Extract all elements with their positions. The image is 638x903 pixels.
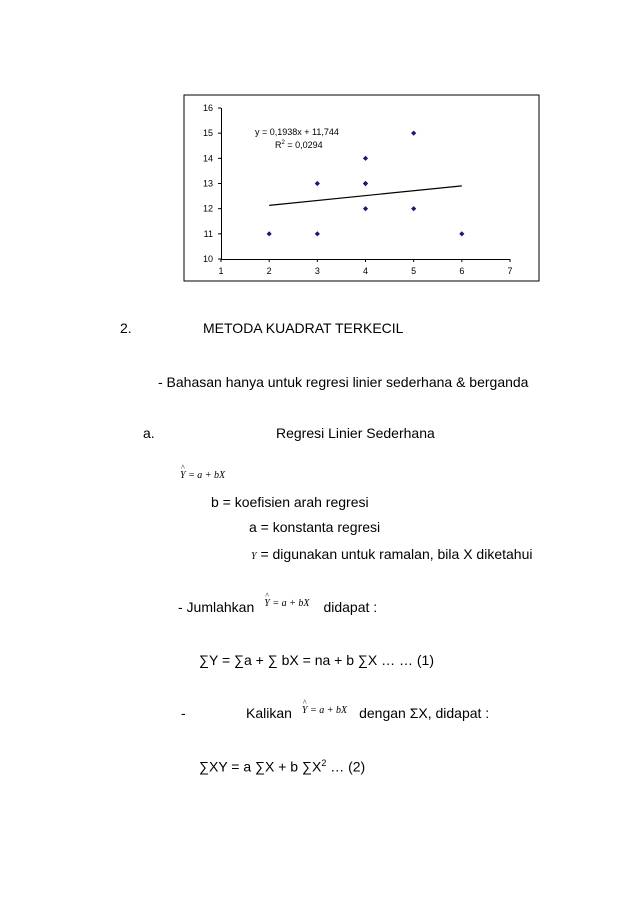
definition-a: a = konstanta regresi (249, 519, 381, 535)
x-tick-label: 5 (411, 266, 417, 276)
scope-note: - Bahasan hanya untuk regresi linier sederhana & berganda (158, 374, 529, 390)
trendline-equation: y = 0,1938x + 11,744 (255, 127, 339, 137)
definition-yhat: Y = digunakan untuk ramalan, bila X diketahui (251, 546, 533, 562)
x-tick-label: 3 (314, 266, 320, 276)
y-tick-label: 13 (202, 178, 213, 189)
equation-2: ∑XY = a ∑X + b $\sum X^2$ … (2) (199, 758, 366, 775)
x-tick-label: 1 (218, 266, 224, 276)
step-sum: - Jumlahkan^ $^{Y = a + bX}$ didapat : (178, 599, 377, 615)
section-title: METODA KUADRAT TERKECIL (203, 320, 404, 336)
regression-formula: ^ Y = a + bX (180, 470, 225, 481)
y-tick-label: 15 (202, 128, 213, 139)
y-tick-label: 10 (202, 254, 213, 264)
y-tick-label: 14 (202, 153, 213, 164)
equation-1: ∑Y = ∑a + ∑ bX = na + b ∑X … … (1) (199, 652, 434, 668)
x-tick-label: 4 (362, 266, 369, 276)
subsection-label: a. (143, 425, 155, 441)
subsection-title: Regresi Linier Sederhana (276, 425, 435, 441)
y-tick-label: 11 (203, 228, 213, 239)
r-squared-label: $R^2 = 0,0294$ (275, 140, 323, 150)
section-number: 2. (120, 320, 132, 336)
y-tick-label: 12 (202, 203, 213, 214)
chart-frame (184, 95, 539, 281)
x-tick-label: 2 (266, 266, 272, 276)
x-tick-label: 6 (459, 266, 465, 276)
scatter-chart (0, 0, 638, 300)
step-multiply: Kalikan^ $^{Y = a + bX}$ dengan ΣX, didapat : (246, 705, 489, 721)
y-tick-label: 16 (202, 103, 213, 113)
x-tick-label: 7 (507, 266, 513, 276)
definition-b: b = koefisien arah regresi (211, 494, 369, 510)
step-multiply-dash: - (181, 705, 186, 721)
